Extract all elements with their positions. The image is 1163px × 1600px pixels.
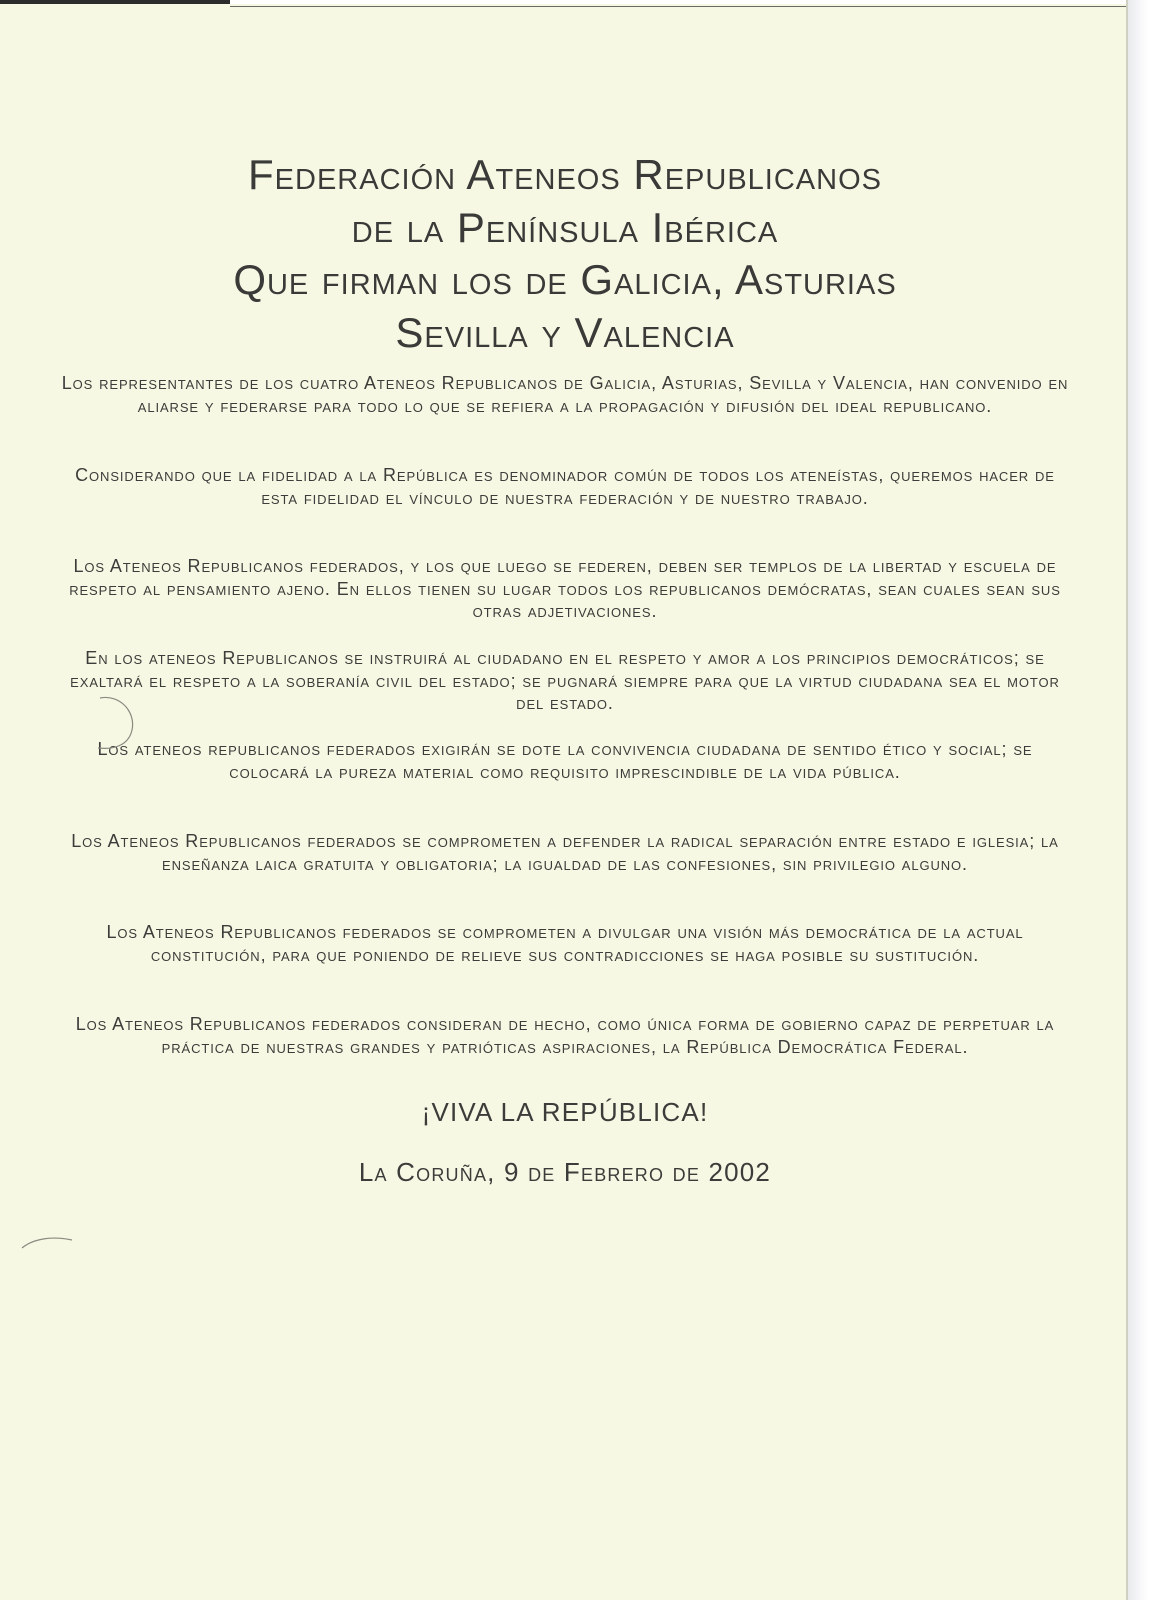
paragraph-liberty: Los Ateneos Republicanos federados, y los que luego se federen, deben ser templos de la libertad y escuela de respeto al pensamiento ajeno. En ellos tienen su lugar todos los republicanos demócratas, sean cuales sean sus otras adjetivaciones. <box>69 556 1061 621</box>
paragraph-ethics: Los ateneos republicanos federados exigirán se dote la convivencia ciudadana de sentido ético y social; se colocará la pureza material como requisito imprescindible de la vida pública. <box>97 739 1033 782</box>
punch-hole-mark <box>78 694 138 754</box>
closing-slogan: ¡VIVA LA REPÚBLICA! <box>421 1097 709 1127</box>
punch-hole-mark-lower <box>20 1234 74 1254</box>
title-line-1: Federación Ateneos Republicanos <box>248 151 882 198</box>
paragraph-democratic-principles: En los ateneos Republicanos se instruirá al ciudadano en el respeto y amor a los principios democráticos; se exaltará el respeto a la soberanía civil del estado; se pugnará siempre para que la virtud ciudadana sea el motor del estado. <box>70 648 1060 713</box>
paragraph-constitution: Los Ateneos Republicanos federados se comprometen a divulgar una visión más democrática de la actual constitución, para que poniendo de relieve sus contradicciones se haga posible su sustitución. <box>106 922 1024 965</box>
paragraph-federal-republic: Los Ateneos Republicanos federados consideran de hecho, como única forma de gobierno capaz de perpetuar la práctica de nuestras grandes y patrióticas aspiraciones, la República Democrática Federal. <box>75 1014 1055 1057</box>
title-line-4: Sevilla y Valencia <box>395 308 735 356</box>
paper-sheet <box>0 4 1128 1600</box>
document-title <box>60 149 1070 359</box>
title-line-2: de la Península Ibérica <box>351 203 779 251</box>
place-date: La Coruña, 9 de Febrero de 2002 <box>358 1157 772 1187</box>
paper-top-border <box>230 6 1128 7</box>
paragraph-separation: Los Ateneos Republicanos federados se comprometen a defender la radical separación entre estado e iglesia; la enseñanza laica gratuita y obligatoria; la igualdad de las confesiones, sin privilegio alguno. <box>71 831 1059 874</box>
paragraph-fidelity: Considerando que la fidelidad a la República es denominador común de todos los ateneístas, queremos hacer de esta fidelidad el vínculo de nuestra federación y de nuestro trabajo. <box>75 465 1055 508</box>
scanner-background-strip <box>1128 0 1163 1600</box>
title-line-3: Que firman los de Galicia, Asturias <box>233 256 897 303</box>
paragraph-representatives: Los representantes de los cuatro Ateneos Republicanos de Galicia, Asturias, Sevilla y Valencia, han convenido en aliarse y federarse para todo lo que se refiera a la propagación y difusión del ideal republicano. <box>61 373 1069 416</box>
